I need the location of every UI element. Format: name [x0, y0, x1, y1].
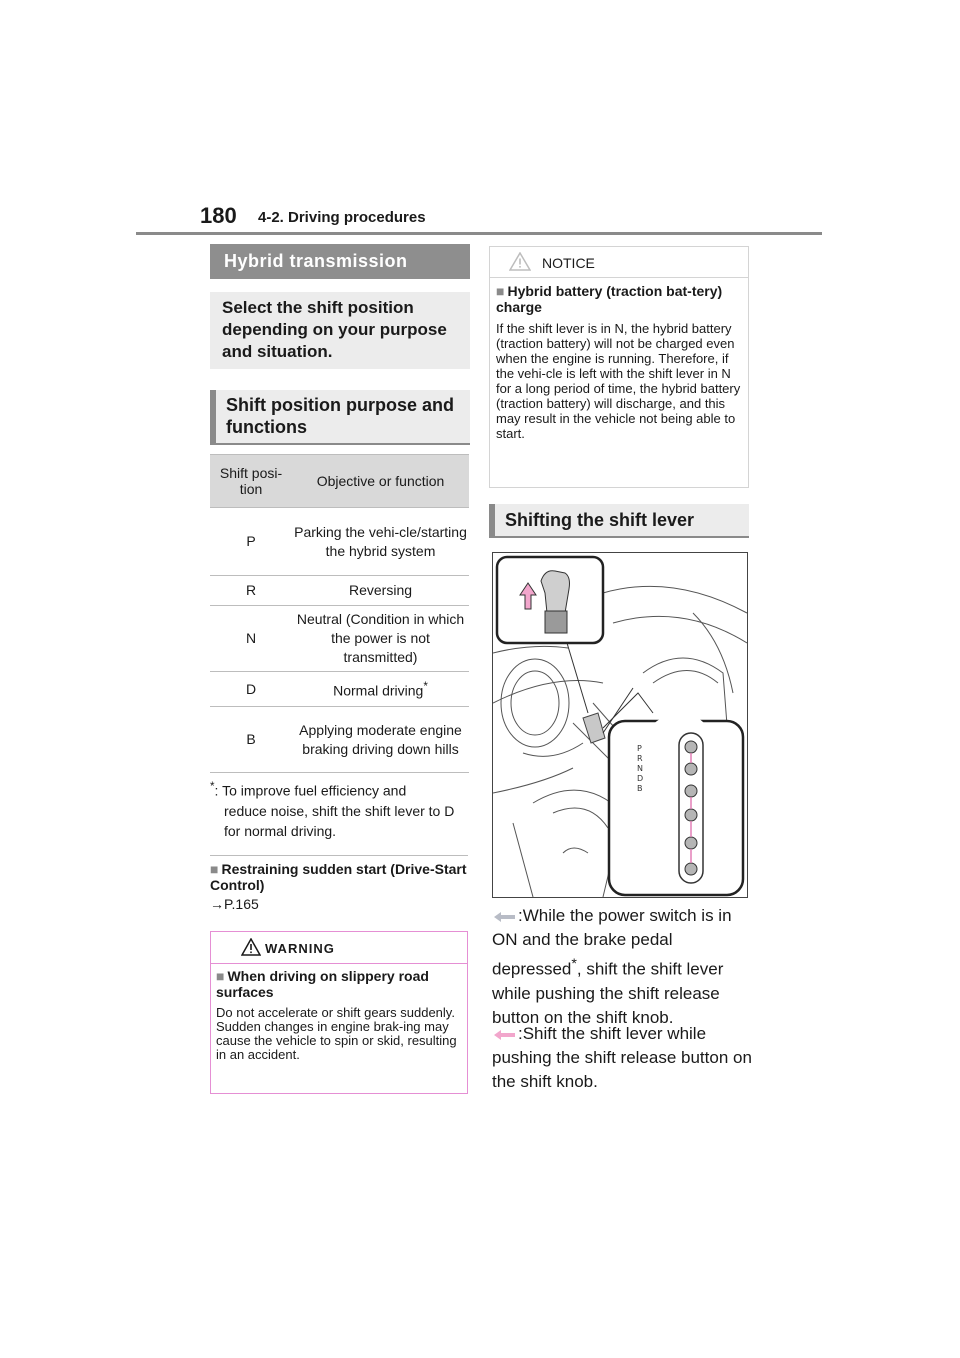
cell-position: B — [210, 707, 292, 773]
restrain-subtitle-text: Restraining sudden start (Drive-Start Control) — [210, 861, 467, 893]
shift-lever-illustration — [492, 552, 748, 898]
page-number: 180 — [200, 203, 237, 228]
intro-text: Select the shift position depending on your purpose and situation. — [210, 292, 470, 369]
warning-text: Do not accelerate or shift gears suddenly. Sudden changes in engine brak-ing may cause the vehicle to spin or skid, resulting in an accident. — [216, 1005, 457, 1062]
warning-subtitle — [216, 968, 462, 1000]
cell-function: Neutral (Condition in which the power is not transmitted) — [292, 606, 469, 672]
footnote — [210, 777, 470, 841]
cell-function-text: Normal driving — [333, 682, 424, 699]
warning-triangle-icon — [241, 938, 261, 956]
cell-function — [292, 672, 469, 707]
gate-label-b: B — [637, 784, 643, 793]
square-bullet-icon: ■ — [210, 861, 219, 877]
notice-label: NOTICE — [542, 255, 595, 271]
warning-header — [211, 932, 467, 964]
subsection-title-purpose: Shift position purpose and functions — [210, 390, 470, 445]
footnote-rest: reduce noise, shift the shift lever to D for normal driving. — [224, 802, 455, 839]
table-header-row — [210, 455, 469, 508]
notice-header — [490, 247, 748, 278]
cell-function: Applying moderate engine braking driving down hills — [292, 707, 469, 773]
subsection-title-shifting: Shifting the shift lever — [489, 504, 749, 538]
legend2-text: :Shift the shift lever while pushing the shift release button on the shift knob. — [492, 1024, 752, 1091]
header-rule — [136, 232, 822, 235]
table-row — [210, 672, 469, 707]
gate-label-r: R — [637, 754, 643, 763]
warning-box — [210, 931, 468, 1094]
page-reference-text: P.165 — [224, 896, 259, 912]
notice-box — [489, 246, 749, 488]
legend1-text-a: :While the power switch is in ON and the brake pedal depressed — [492, 906, 732, 979]
gate-label-n: N — [637, 764, 643, 773]
restrain-subtitle — [210, 861, 470, 893]
arrow-right-icon: → — [210, 896, 224, 912]
notice-body — [490, 278, 748, 446]
table-header-function: Objective or function — [292, 455, 469, 508]
footnote-mark: * — [210, 780, 215, 793]
gray-arrow-icon — [492, 911, 516, 923]
footnote-first-line: : To improve fuel efficiency and — [214, 782, 407, 799]
gate-label-p: P — [637, 744, 642, 753]
asterisk-mark: * — [571, 956, 577, 972]
caution-triangle-icon — [509, 252, 531, 271]
square-bullet-icon: ■ — [496, 283, 505, 299]
cell-position: D — [210, 672, 292, 707]
notice-text: If the shift lever is in N, the hybrid battery (traction battery) will not be charged even when the engine is running. Therefore, if the vehi-cle is left with the shift lever in N for a long period of time, the hybrid battery (traction battery) will discharge, and this may result in the vehicle not being able to start. — [496, 321, 741, 441]
table-row — [210, 606, 469, 672]
table-header-position: Shift posi-tion — [210, 455, 292, 508]
square-bullet-icon: ■ — [216, 968, 225, 984]
asterisk-mark: * — [423, 680, 428, 694]
notice-subtitle — [496, 283, 742, 315]
legend-gray-arrow — [492, 904, 757, 1030]
chapter-title: 4-2. Driving procedures — [258, 209, 426, 226]
cell-function: Reversing — [292, 576, 469, 606]
warning-subtitle-text: When driving on slippery road surfaces — [216, 968, 429, 1000]
cabin-drawing — [493, 553, 747, 897]
pink-arrow-icon — [492, 1029, 516, 1041]
cell-function: Parking the vehi-cle/starting the hybrid system — [292, 508, 469, 576]
table-row — [210, 707, 469, 773]
table-row — [210, 576, 469, 606]
cell-position: R — [210, 576, 292, 606]
cell-position: N — [210, 606, 292, 672]
table-row — [210, 508, 469, 576]
page-reference[interactable] — [210, 896, 259, 912]
legend1-text-b: , shift the shift lever while pushing the shift release button on the shift knob. — [492, 959, 724, 1027]
notice-subtitle-text: Hybrid battery (traction bat-tery) charge — [496, 283, 723, 315]
gate-label-d: D — [637, 774, 644, 783]
divider — [210, 855, 468, 856]
section-title-hybrid: Hybrid transmission — [210, 244, 470, 279]
warning-body — [211, 964, 467, 1066]
legend-pink-arrow — [492, 1022, 757, 1094]
warning-label: WARNING — [265, 941, 335, 956]
cell-position: P — [210, 508, 292, 576]
shift-position-table — [210, 454, 469, 773]
